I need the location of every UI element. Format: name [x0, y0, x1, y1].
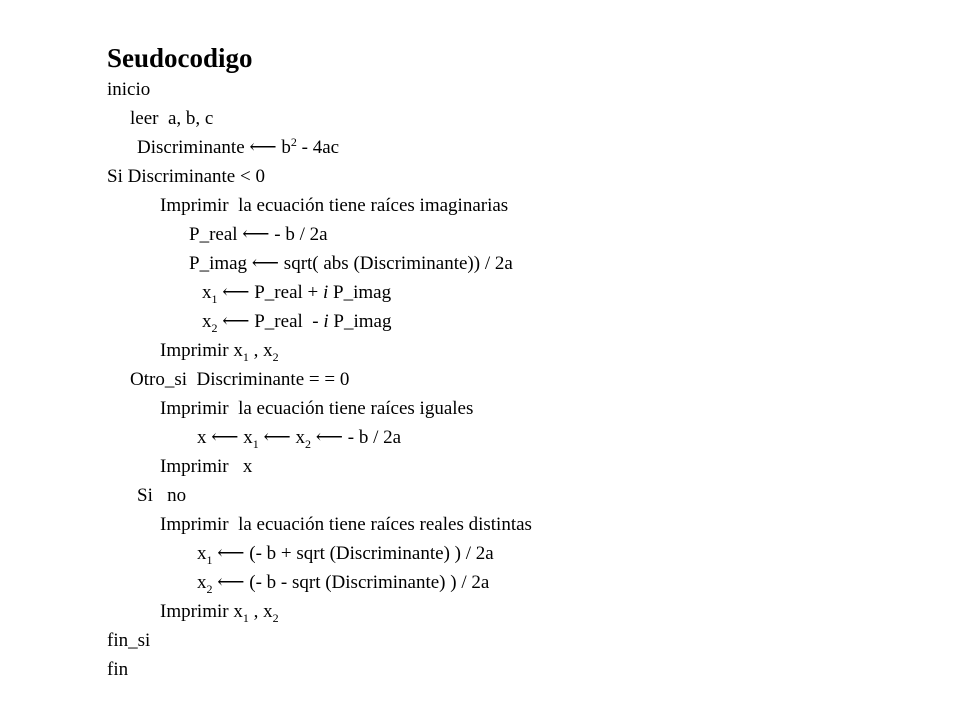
code-text: x	[202, 282, 212, 303]
code-text: x ⟵ x	[197, 427, 253, 448]
code-text: , x	[248, 601, 273, 622]
code-text: ⟵ - b / 2a	[311, 427, 402, 448]
subscript: 2	[272, 611, 279, 625]
superscript: 2	[290, 135, 297, 149]
code-line-discriminante	[137, 137, 339, 160]
code-line-p-real: P_real ⟵ - b / 2a	[189, 224, 328, 245]
code-line-si-no: Si no	[137, 485, 187, 506]
code-text: x	[202, 311, 212, 332]
code-text: ⟵ P_real -	[217, 311, 324, 332]
code-text: x	[197, 543, 207, 564]
subscript: 1	[242, 611, 249, 625]
code-line-imprimir-distintas: Imprimir la ecuación tiene raíces reales distintas	[160, 514, 532, 535]
code-line-fin: fin	[107, 659, 129, 680]
subscript: 1	[206, 553, 213, 567]
code-line-x2-real	[197, 572, 489, 595]
code-line-otro-si: Otro_si Discriminante = = 0	[130, 369, 350, 390]
code-text: ⟵ (- b - sqrt (Discriminante) ) / 2a	[212, 572, 490, 593]
code-line-imprimir-iguales: Imprimir la ecuación tiene raíces iguales	[160, 398, 474, 419]
subscript: 2	[305, 437, 311, 451]
subscript: 2	[206, 582, 213, 596]
subscript: 2	[272, 350, 279, 364]
code-text: ⟵ (- b + sqrt (Discriminante) ) / 2a	[212, 543, 494, 564]
subscript: 1	[211, 292, 218, 306]
code-text: Discriminante ⟵ b	[137, 137, 291, 158]
code-line-x2-imag	[202, 311, 391, 334]
code-line-inicio: inicio	[107, 79, 151, 100]
code-text: Imprimir x	[160, 601, 243, 622]
code-text: , x	[248, 340, 273, 361]
subscript: 1	[242, 350, 249, 364]
imaginary-unit: i	[323, 311, 329, 332]
page-title: Seudocodigo	[107, 43, 253, 73]
subscript: 1	[252, 437, 259, 451]
code-line-leer: leer a, b, c	[130, 108, 214, 129]
code-text: x	[197, 572, 207, 593]
code-text: Imprimir x	[160, 340, 243, 361]
code-line-x-iguales	[197, 427, 401, 450]
code-line-imprimir-x1-x2-final	[160, 601, 279, 624]
code-text: ⟵ x	[258, 427, 305, 448]
code-text: P_imag	[328, 282, 392, 303]
code-line-si: Si Discriminante < 0	[107, 166, 265, 187]
code-text: ⟵ P_real +	[217, 282, 323, 303]
subscript: 2	[211, 321, 218, 335]
code-line-fin-si: fin_si	[107, 630, 151, 651]
imaginary-unit: i	[323, 282, 329, 303]
code-text: - 4ac	[296, 137, 340, 158]
code-line-x1-imag	[202, 282, 391, 305]
code-line-imprimir-imaginarias: Imprimir la ecuación tiene raíces imaginarias	[160, 195, 509, 216]
code-line-imprimir-x: Imprimir x	[160, 456, 253, 477]
code-line-imprimir-x1-x2	[160, 340, 279, 363]
code-line-x1-real	[197, 543, 494, 566]
code-line-p-imag: P_imag ⟵ sqrt( abs (Discriminante)) / 2a	[189, 253, 513, 274]
code-text: P_imag	[328, 311, 392, 332]
